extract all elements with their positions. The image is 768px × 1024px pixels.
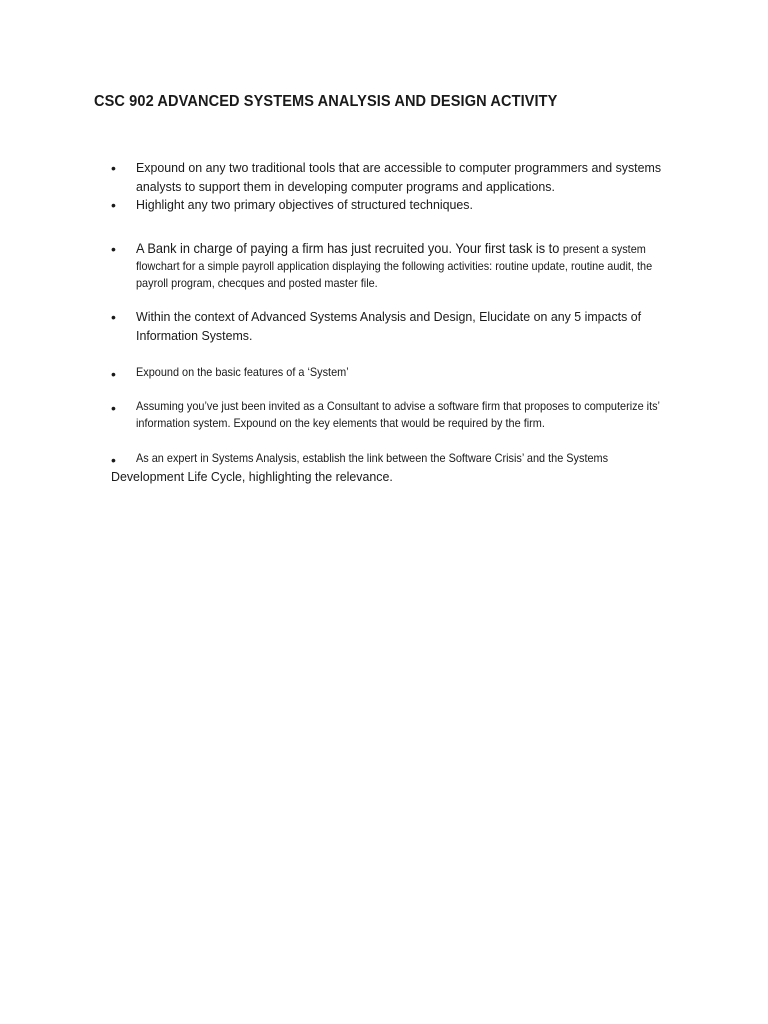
bullet-point: •: [111, 366, 116, 382]
list-item-line: Assuming you’ve just been invited as a Consultant to advise a software firm that proposes to computerize its’: [136, 400, 660, 413]
list-item-text: [136, 240, 653, 292]
document-title: CSC 902 ADVANCED SYSTEMS ANALYSIS AND DESIGN ACTIVITY: [94, 93, 558, 110]
list-item-text: [136, 308, 648, 345]
list-item-line: Expound on any two traditional tools that are accessible to computer programmers and systems: [136, 160, 662, 175]
list-item-line: [136, 240, 648, 259]
bullet-point: •: [111, 160, 116, 176]
list-item-line: information system. Expound on the key elements that would be required by the firm.: [136, 416, 545, 430]
list-item-text: [136, 365, 648, 382]
list-item-line: As an expert in Systems Analysis, establish the link between the Software Crisis’ and the Systems: [136, 452, 609, 465]
list-item-line: Highlight any two primary objectives of structured techniques.: [136, 197, 473, 212]
list-item-segment: present a system: [562, 243, 646, 256]
list-item-text: [136, 399, 660, 432]
list-item-line: Within the context of Advanced Systems Analysis and Design, Elucidate on any 5 impacts of: [136, 309, 642, 324]
bullet-point: •: [111, 452, 116, 468]
list-item-text: [136, 451, 662, 468]
list-item-line: flowchart for a simple payroll application displaying the following activities: routine update, routine audit, the: [136, 260, 653, 273]
bullet-point: •: [111, 197, 116, 213]
bullet-point: •: [111, 400, 116, 416]
bullet-point: •: [111, 241, 116, 257]
list-item-line: analysts to support them in developing computer programs and applications.: [136, 178, 555, 194]
list-item-line: payroll program, checques and posted master file.: [136, 276, 378, 290]
list-item-line: Information Systems.: [136, 327, 253, 343]
list-item-text: [136, 159, 662, 196]
list-item-line: Expound on the basic features of a ‘System’: [136, 366, 349, 379]
bullet-point: •: [111, 309, 116, 325]
list-item-text: [136, 196, 648, 215]
list-item-segment: A Bank in charge of paying a firm has just recruited you. Your first task is to: [136, 241, 563, 256]
list-item-text: [111, 468, 637, 487]
list-item-line: Development Life Cycle, highlighting the relevance.: [111, 469, 393, 484]
